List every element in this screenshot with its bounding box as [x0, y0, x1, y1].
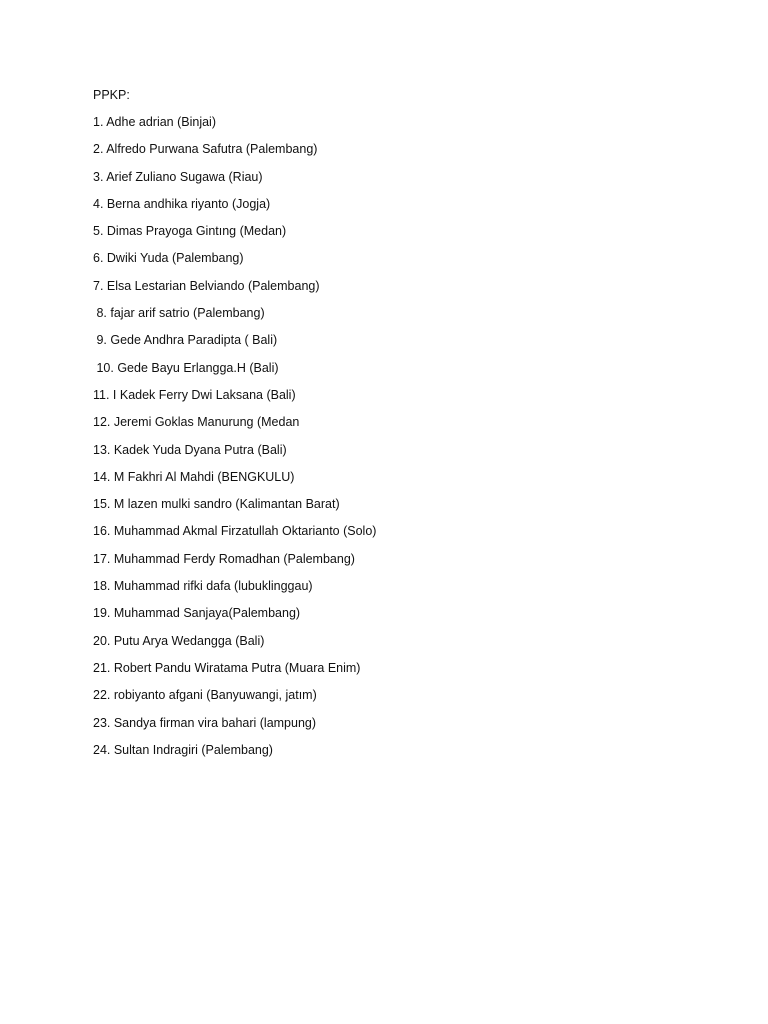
participant-list — [93, 114, 376, 769]
document-heading: PPKP: — [93, 88, 130, 102]
list-item: 10. Gede Bayu Erlangga.H (Bali) — [93, 360, 279, 375]
list-item: 17. Muhammad Ferdy Romadhan (Palembang) — [93, 551, 355, 566]
list-item: 20. Putu Arya Wedangga (Bali) — [93, 633, 265, 648]
list-item: 5. Dimas Prayoga Gintıng (Medan) — [93, 224, 287, 239]
list-item: 14. M Fakhri Al Mahdi (BENGKULU) — [93, 469, 295, 484]
list-item: 1. Adhe adrian (Binjai) — [93, 115, 216, 129]
list-item: 16. Muhammad Akmal Firzatullah Oktarianto (Solo) — [93, 524, 377, 539]
list-item: 22. robiyanto afgani (Banyuwangi, jatım) — [93, 688, 317, 703]
list-item: 19. Muhammad Sanjaya(Palembang) — [93, 606, 301, 621]
list-item: 18. Muhammad rifki dafa (lubuklinggau) — [93, 579, 313, 594]
list-item: 15. M lazen mulki sandro (Kalimantan Barat) — [93, 497, 340, 512]
list-item: 7. Elsa Lestarian Belviando (Palembang) — [93, 278, 320, 293]
list-item: 23. Sandya firman vira bahari (lampung) — [93, 715, 317, 730]
list-item: 11. I Kadek Ferry Dwi Laksana (Bali) — [93, 387, 296, 402]
list-item: 12. Jeremi Goklas Manurung (Medan — [93, 415, 300, 430]
list-item: 13. Kadek Yuda Dyana Putra (Bali) — [93, 442, 287, 457]
list-item: 3. Arief Zuliano Sugawa (Riau) — [93, 169, 263, 184]
list-item: 4. Berna andhika riyanto (Jogja) — [93, 196, 271, 211]
list-item: 8. fajar arif satrio (Palembang) — [93, 306, 265, 321]
list-item: 9. Gede Andhra Paradipta ( Bali) — [93, 333, 278, 348]
list-item: 6. Dwiki Yuda (Palembang) — [93, 251, 244, 266]
list-item: 24. Sultan Indragiri (Palembang) — [93, 742, 273, 757]
list-item: 21. Robert Pandu Wiratama Putra (Muara Enim) — [93, 660, 361, 675]
list-item: 2. Alfredo Purwana Safutra (Palembang) — [93, 142, 318, 157]
